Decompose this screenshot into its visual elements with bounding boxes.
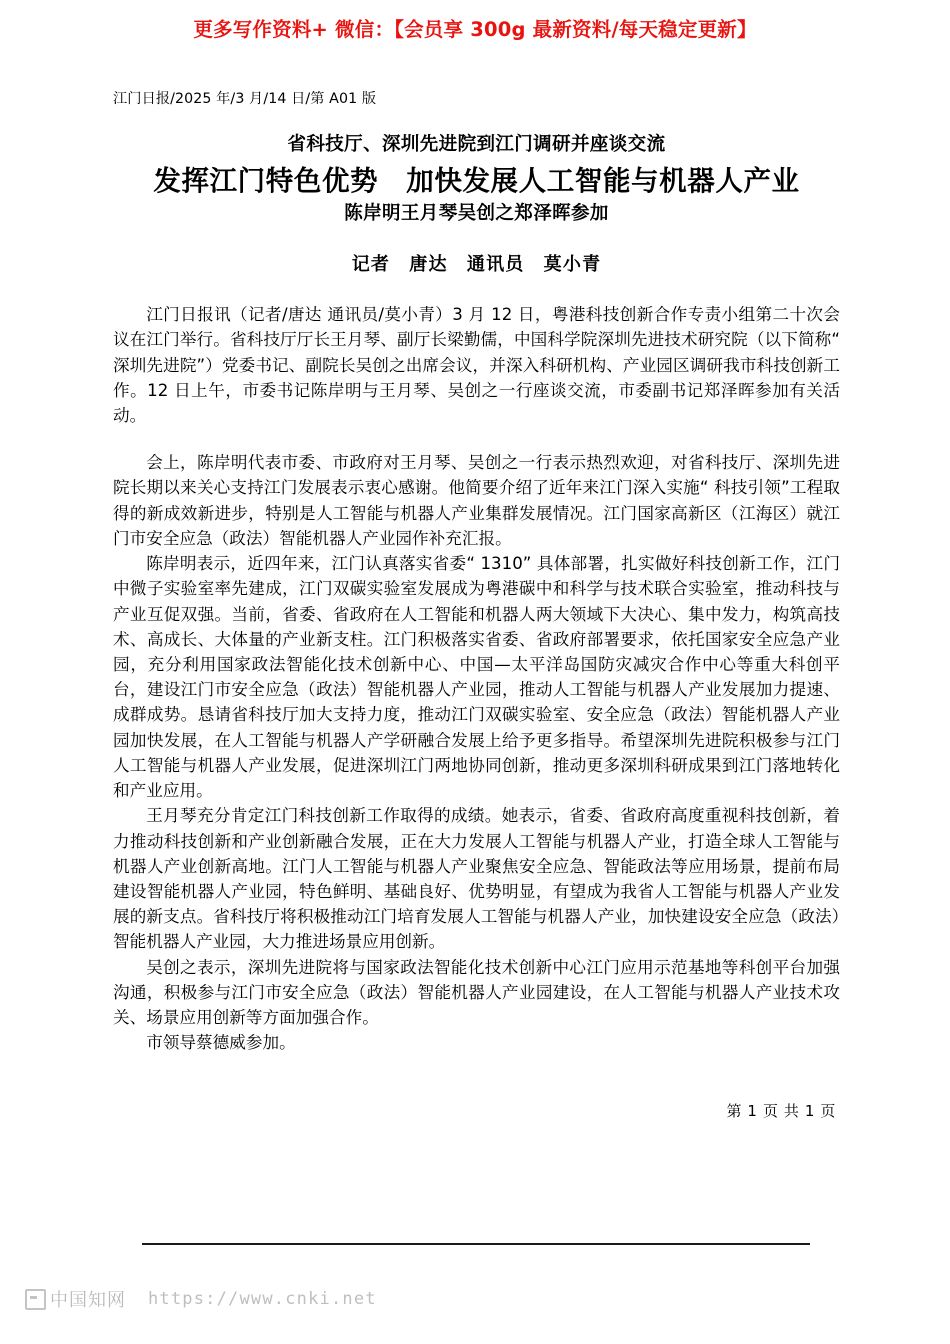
page-indicator: 第 1 页 共 1 页 [726,1102,836,1120]
source-line: 江门日报/2025 年/3 月/14 日/第 A01 版 [113,91,377,107]
cnki-logo [25,1286,126,1312]
shoulder-title: 省科技厅、深圳先进院到江门调研并座谈交流 [287,134,666,155]
paragraph: 王月琴充分肯定江门科技创新工作取得的成绩。她表示，省委、省政府高度重视科技创新，着力推动科技创新和产业创新融合发展，正在大力发展人工智能与机器人产业，打造全球人工智能与机器人产业创新高地。江门人工智能与机器人产业聚焦安全应急、智能政法等应用场景，提前布局建设智能机器人产业园，特色鲜明、基础良好、优势明显，有望成为我省人工智能与机器人产业发展的新支点。省科技厅将积极推动江门培育发展人工智能与机器人产业，加快建设安全应急（政法）智能机器人产业园，大力推进场景应用创新。 [113,806,840,952]
byline: 记者 唐达 通讯员 莫小青 [351,254,602,276]
cnki-url: https://www.cnki.net [148,1289,377,1309]
promo-banner: 更多写作资料+ 微信：【会员享 300g 最新资料/每天稳定更新】 [193,18,757,41]
sub-title: 陈岸明王月琴吴创之郑泽晖参加 [344,203,609,225]
paragraph: 陈岸明表示，近四年来，江门认真落实省委“ 1310” 具体部署，扎实做好科技创新工作，江门中微子实验室率先建成，江门双碳实验室发展成为粤港碳中和科学与技术联合实验室，推动科技与产业互促双强。当前，省委、省政府在人工智能和机器人两大领域下大决心、集中发力，构筑高技术、高成长、大体量的产业新支柱。江门积极落实省委、省政府部署要求，依托国家安全应急产业园，充分利用国家政法智能化技术创新中心、中国—太平洋岛国防灾减灾合作中心等重大科创平台，建设江门市安全应急（政法）智能机器人产业园，推动人工智能与机器人产业发展加力提速、成群成势。恳请省科技厅加大支持力度，推动江门双碳实验室、安全应急（政法）智能机器人产业园加快发展，在人工智能与机器人产学研融合发展上给予更多指导。希望深圳先进院积极参与江门人工智能与机器人产业发展，促进深圳江门两地协同创新，推动更多深圳科研成果到江门落地转化和产业应用。 [113,554,840,801]
page-title: 发挥江门特色优势 加快发展人工智能与机器人产业 [153,164,800,197]
article-content [113,88,840,1055]
title-block [113,132,840,228]
article-body [113,302,840,1055]
paragraph: 市领导蔡德威参加。 [146,1033,296,1053]
cnki-logo-icon [25,1289,46,1310]
paragraph: 吴创之表示，深圳先进院将与国家政法智能化技术创新中心江门应用示范基地等科创平台加强沟通，积极参与江门市安全应急（政法）智能机器人产业园建设，在人工智能与机器人产业技术攻关、场景应用创新等方面加强合作。 [113,957,840,1028]
paragraph: 会上，陈岸明代表市委、市政府对王月琴、吴创之一行表示热烈欢迎，对省科技厅、深圳先进院长期以来关心支持江门发展表示衷心感谢。他简要介绍了近年来江门深入实施“ 科技引领”工程取得的新成效新进步，特别是人工智能与机器人产业集群发展情况。江门国家高新区（江海区）就江门市安全应急（政法）智能机器人产业园作补充汇报。 [113,453,840,548]
cnki-watermark [25,1286,377,1312]
paragraph: 江门日报讯（记者/唐达 通讯员/莫小青）3 月 12 日，粤港科技创新合作专责小组第二十次会议在江门举行。省科技厅厅长王月琴、副厅长梁勤儒，中国科学院深圳先进技术研究院（以下简称“ 深圳先进院”）党委书记、副院长吴创之出席会议，并深入科研机构、产业园区调研我市科技创新工作。12 日上午，市委书记陈岸明与王月琴、吴创之一行座谈交流，市委副书记郑泽晖参加有关活动。 [113,305,840,425]
footer-divider [142,1243,810,1245]
cnki-name: 中国知网 [50,1290,126,1311]
